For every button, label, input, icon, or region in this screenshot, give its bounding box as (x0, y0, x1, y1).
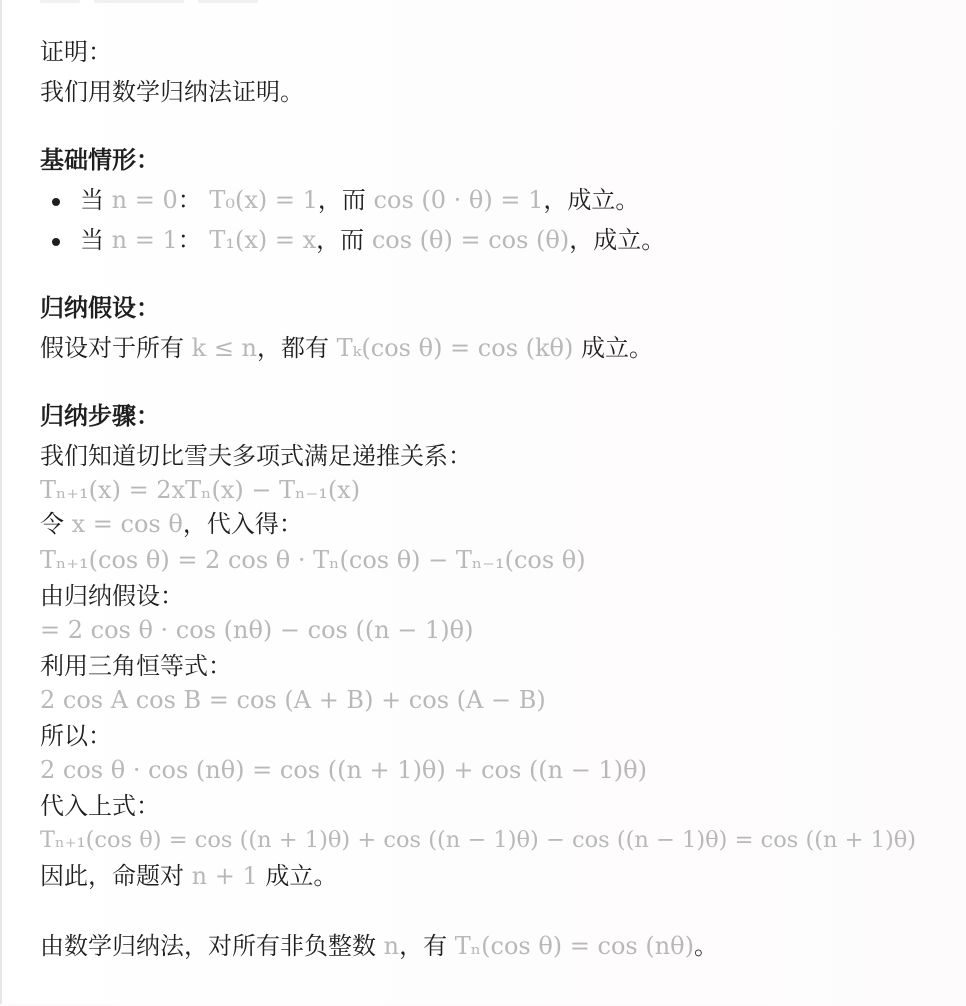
math-inline: cos (θ) = cos (θ) (371, 226, 570, 254)
math-inline: Tₙ(cos θ) = cos (nθ) (454, 932, 694, 960)
math-inline: cos (0 · θ) = 1 (373, 186, 544, 214)
text-run: 当 (80, 186, 104, 214)
text-run: 由数学归纳法，对所有非负整数 (40, 932, 376, 960)
text-run: ，而 (316, 226, 365, 254)
text-run: 当 (80, 226, 104, 254)
text-run: 成立。 (581, 334, 653, 362)
base-case-item-2 (80, 224, 665, 256)
text-run: 假设对于所有 (40, 334, 184, 362)
text-run: ，都有 (257, 334, 330, 362)
substitute-above-label: 代入上式： (40, 792, 160, 820)
therefore-label: 所以： (40, 722, 112, 750)
math-inline: n + 1 (191, 862, 258, 890)
final-formula: Tₙ₊₁(cos θ) = cos ((n + 1)θ) + cos ((n − 1)θ) − cos ((n − 1)θ) = cos ((n + 1)θ) (40, 827, 917, 853)
hypothesis-heading: 归纳假设： (40, 294, 160, 322)
math-inline: n (383, 932, 400, 960)
cropped-previous-line (40, 0, 300, 6)
text-run: ，而 (317, 186, 366, 214)
text-run: 。 (694, 932, 718, 960)
substituted-formula: Tₙ₊₁(cos θ) = 2 cos θ · Tₙ(cos θ) − Tₙ₋₁(cos θ) (40, 546, 586, 574)
substitution-line (40, 508, 303, 540)
math-inline: T₁(x) = x (209, 226, 317, 254)
hypothesis-text (40, 332, 653, 364)
math-inline: n = 1 (111, 226, 178, 254)
identity-formula: 2 cos A cos B = cos (A + B) + cos (A − B) (40, 686, 546, 714)
text-run: ： (177, 226, 202, 254)
identity-label: 利用三角恒等式： (40, 652, 232, 680)
proof-intro: 我们用数学归纳法证明。 (40, 78, 304, 106)
hypothesis-formula: = 2 cos θ · cos (nθ) − cos ((n − 1)θ) (40, 616, 474, 644)
inductive-step-heading: 归纳步骤： (40, 402, 160, 430)
math-inline: Tₖ(cos θ) = cos (kθ) (336, 334, 574, 362)
math-inline: n = 0 (111, 186, 178, 214)
base-case-item-1 (80, 184, 639, 216)
therefore-formula: 2 cos θ · cos (nθ) = cos ((n + 1)θ) + cos ((n − 1)θ) (40, 756, 647, 784)
text-run: ，有 (399, 932, 448, 960)
text-run: 成立。 (265, 862, 338, 890)
proof-label: 证明： (40, 38, 112, 66)
base-case-heading: 基础情形： (40, 146, 160, 174)
math-inline: T₀(x) = 1 (209, 186, 318, 214)
bullet-icon (52, 198, 60, 206)
recurrence-formula: Tₙ₊₁(x) = 2xTₙ(x) − Tₙ₋₁(x) (40, 476, 361, 504)
final-conclusion (40, 930, 718, 962)
text-run: ： (177, 186, 202, 214)
text-run: ，成立。 (569, 226, 666, 254)
text-run: ，成立。 (543, 186, 640, 214)
math-inline: k ≤ n (191, 334, 258, 362)
text-run: 因此，命题对 (40, 862, 184, 890)
text-run: ，代入得： (182, 510, 303, 538)
bullet-icon (52, 238, 60, 246)
step-conclusion (40, 860, 337, 892)
text-run: 令 (40, 510, 64, 538)
by-hypothesis-label: 由归纳假设： (40, 582, 184, 610)
recurrence-intro: 我们知道切比雪夫多项式满足递推关系： (40, 442, 472, 470)
math-inline: x = cos θ (71, 510, 183, 538)
